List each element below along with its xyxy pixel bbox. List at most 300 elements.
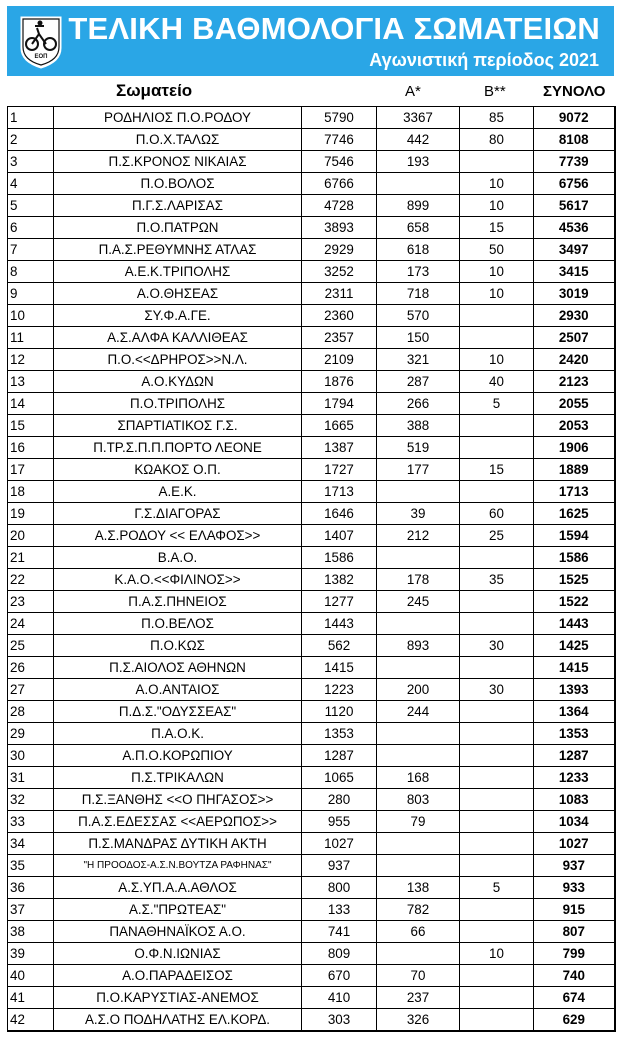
club-name-cell: ΚΩΑΚΟΣ Ο.Π. [54, 459, 302, 481]
base-points-cell: 1727 [302, 459, 377, 481]
total-points-cell: 2930 [534, 305, 615, 327]
a-points-cell: 79 [377, 811, 460, 833]
club-name-cell: Α.Σ.ΑΛΦΑ ΚΑΛΛΙΘΕΑΣ [54, 327, 302, 349]
total-points-cell: 1889 [534, 459, 615, 481]
table-row [8, 151, 615, 173]
total-points-cell: 7739 [534, 151, 615, 173]
club-name-cell: Π.Α.Σ.ΕΔΕΣΣΑΣ <<ΑΕΡΩΠΟΣ>> [54, 811, 302, 833]
a-points-cell [377, 855, 460, 877]
a-points-cell [377, 833, 460, 855]
base-points-cell: 1120 [302, 701, 377, 723]
table-row [8, 723, 615, 745]
title-banner [7, 6, 614, 76]
total-points-cell: 1027 [534, 833, 615, 855]
a-points-cell: 321 [377, 349, 460, 371]
a-points-cell: 200 [377, 679, 460, 701]
table-row [8, 701, 615, 723]
column-header-a: Α* [405, 83, 421, 100]
total-points-cell: 1083 [534, 789, 615, 811]
table-row [8, 591, 615, 613]
a-points-cell [377, 745, 460, 767]
total-points-cell: 1522 [534, 591, 615, 613]
table-row [8, 107, 615, 129]
table-row [8, 481, 615, 503]
base-points-cell: 1382 [302, 569, 377, 591]
b-points-cell [460, 151, 534, 173]
rank-cell: 13 [8, 371, 54, 393]
base-points-cell: 1415 [302, 657, 377, 679]
a-points-cell: 899 [377, 195, 460, 217]
club-name-cell: ΣΥ.Φ.Α.ΓΕ. [54, 305, 302, 327]
base-points-cell: 1407 [302, 525, 377, 547]
total-points-cell: 915 [534, 899, 615, 921]
b-points-cell [460, 767, 534, 789]
total-points-cell: 1287 [534, 745, 615, 767]
base-points-cell: 2109 [302, 349, 377, 371]
club-name-cell: Α.Σ.ΡΟΔΟΥ << ΕΛΑΦΟΣ>> [54, 525, 302, 547]
club-name-cell: Π.Σ.ΚΡΟΝΟΣ ΝΙΚΑΙΑΣ [54, 151, 302, 173]
rank-cell: 8 [8, 261, 54, 283]
rank-cell: 4 [8, 173, 54, 195]
rank-cell: 12 [8, 349, 54, 371]
base-points-cell: 1287 [302, 745, 377, 767]
table-row [8, 459, 615, 481]
total-points-cell: 1713 [534, 481, 615, 503]
total-points-cell: 2507 [534, 327, 615, 349]
club-name-cell: ΣΠΑΡΤΙΑΤΙΚΟΣ Γ.Σ. [54, 415, 302, 437]
a-points-cell: 658 [377, 217, 460, 239]
b-points-cell: 40 [460, 371, 534, 393]
table-row [8, 305, 615, 327]
table-row [8, 635, 615, 657]
rank-cell: 20 [8, 525, 54, 547]
rank-cell: 21 [8, 547, 54, 569]
club-name-cell: Π.Α.Ο.Κ. [54, 723, 302, 745]
b-points-cell: 25 [460, 525, 534, 547]
table-row [8, 833, 615, 855]
rank-cell: 38 [8, 921, 54, 943]
total-points-cell: 629 [534, 1009, 615, 1032]
b-points-cell [460, 723, 534, 745]
table-row [8, 987, 615, 1009]
club-name-cell: Π.ΤΡ.Σ.Π.Π.ΠΟΡΤΟ ΛΕΟΝΕ [54, 437, 302, 459]
total-points-cell: 8108 [534, 129, 615, 151]
base-points-cell: 1065 [302, 767, 377, 789]
total-points-cell: 1586 [534, 547, 615, 569]
a-points-cell [377, 613, 460, 635]
a-points-cell: 245 [377, 591, 460, 613]
table-row [8, 547, 615, 569]
rank-cell: 27 [8, 679, 54, 701]
rank-cell: 30 [8, 745, 54, 767]
table-row [8, 393, 615, 415]
rank-cell: 18 [8, 481, 54, 503]
b-points-cell: 5 [460, 393, 534, 415]
base-points-cell: 2357 [302, 327, 377, 349]
base-points-cell: 1387 [302, 437, 377, 459]
table-row [8, 943, 615, 965]
column-header-club: Σωματείο [116, 81, 193, 100]
club-name-cell: Π.Ο.<<ΔΡΗΡΟΣ>>Ν.Λ. [54, 349, 302, 371]
table-row [8, 217, 615, 239]
club-name-cell: Π.Σ.ΜΑΝΔΡΑΣ ΔΥΤΙΚΗ ΑΚΤΗ [54, 833, 302, 855]
a-points-cell: 244 [377, 701, 460, 723]
total-points-cell: 1415 [534, 657, 615, 679]
total-points-cell: 6756 [534, 173, 615, 195]
rank-cell: 23 [8, 591, 54, 613]
total-points-cell: 3497 [534, 239, 615, 261]
b-points-cell: 5 [460, 877, 534, 899]
b-points-cell: 10 [460, 261, 534, 283]
rank-cell: 14 [8, 393, 54, 415]
total-points-cell: 2123 [534, 371, 615, 393]
total-points-cell: 1233 [534, 767, 615, 789]
club-name-cell: Α.Ο.ΘΗΣΕΑΣ [54, 283, 302, 305]
base-points-cell: 7546 [302, 151, 377, 173]
a-points-cell: 138 [377, 877, 460, 899]
a-points-cell: 237 [377, 987, 460, 1009]
table-row [8, 745, 615, 767]
total-points-cell: 1625 [534, 503, 615, 525]
b-points-cell [460, 437, 534, 459]
total-points-cell: 1443 [534, 613, 615, 635]
rank-cell: 11 [8, 327, 54, 349]
b-points-cell [460, 987, 534, 1009]
a-points-cell: 177 [377, 459, 460, 481]
club-name-cell: Ο.Φ.Ν.ΙΩΝΙΑΣ [54, 943, 302, 965]
a-points-cell: 326 [377, 1009, 460, 1032]
b-points-cell [460, 811, 534, 833]
total-points-cell: 807 [534, 921, 615, 943]
club-name-cell: Π.Α.Σ.ΠΗΝΕΙΟΣ [54, 591, 302, 613]
base-points-cell: 809 [302, 943, 377, 965]
base-points-cell: 3252 [302, 261, 377, 283]
a-points-cell: 212 [377, 525, 460, 547]
base-points-cell: 2311 [302, 283, 377, 305]
a-points-cell [377, 657, 460, 679]
base-points-cell: 410 [302, 987, 377, 1009]
club-name-cell: ΠΑΝΑΘΗΝΑΪΚΟΣ Α.Ο. [54, 921, 302, 943]
a-points-cell: 39 [377, 503, 460, 525]
rank-cell: 35 [8, 855, 54, 877]
b-points-cell [460, 899, 534, 921]
page-title: ΤΕΛΙΚΗ ΒΑΘΜΟΛΟΓΙΑ ΣΩΜΑΤΕΙΩΝ [68, 11, 600, 46]
a-points-cell: 570 [377, 305, 460, 327]
club-name-cell: Α.Ο.ΚΥΔΩΝ [54, 371, 302, 393]
club-name-cell: Β.Α.Ο. [54, 547, 302, 569]
base-points-cell: 1876 [302, 371, 377, 393]
total-points-cell: 2055 [534, 393, 615, 415]
b-points-cell: 35 [460, 569, 534, 591]
a-points-cell: 287 [377, 371, 460, 393]
rank-cell: 40 [8, 965, 54, 987]
club-name-cell: Κ.Α.Ο.<<ΦΙΛΙΝΟΣ>> [54, 569, 302, 591]
rank-cell: 16 [8, 437, 54, 459]
b-points-cell: 30 [460, 635, 534, 657]
b-points-cell: 10 [460, 173, 534, 195]
total-points-cell: 1034 [534, 811, 615, 833]
a-points-cell: 618 [377, 239, 460, 261]
total-points-cell: 1364 [534, 701, 615, 723]
base-points-cell: 5790 [302, 107, 377, 129]
total-points-cell: 3415 [534, 261, 615, 283]
base-points-cell: 133 [302, 899, 377, 921]
table-row [8, 855, 615, 877]
standings-table [7, 106, 616, 1032]
a-points-cell: 173 [377, 261, 460, 283]
table-row [8, 129, 615, 151]
b-points-cell [460, 657, 534, 679]
b-points-cell [460, 965, 534, 987]
b-points-cell: 10 [460, 195, 534, 217]
club-name-cell: Π.Ο.ΤΡΙΠΟΛΗΣ [54, 393, 302, 415]
base-points-cell: 1794 [302, 393, 377, 415]
a-points-cell: 266 [377, 393, 460, 415]
rank-cell: 36 [8, 877, 54, 899]
b-points-cell: 10 [460, 283, 534, 305]
table-row [8, 899, 615, 921]
b-points-cell [460, 613, 534, 635]
logo-text: ΕΟΠ [34, 54, 48, 60]
rank-cell: 10 [8, 305, 54, 327]
rank-cell: 3 [8, 151, 54, 173]
b-points-cell: 80 [460, 129, 534, 151]
club-name-cell: Π.Σ.ΑΙΟΛΟΣ ΑΘΗΝΩΝ [54, 657, 302, 679]
table-row [8, 767, 615, 789]
total-points-cell: 1353 [534, 723, 615, 745]
total-points-cell: 1393 [534, 679, 615, 701]
base-points-cell: 800 [302, 877, 377, 899]
a-points-cell: 519 [377, 437, 460, 459]
table-row [8, 415, 615, 437]
rank-cell: 28 [8, 701, 54, 723]
rank-cell: 6 [8, 217, 54, 239]
table-row [8, 349, 615, 371]
table-row [8, 789, 615, 811]
base-points-cell: 7746 [302, 129, 377, 151]
club-name-cell: Α.Ο.ΠΑΡΑΔΕΙΣΟΣ [54, 965, 302, 987]
base-points-cell: 955 [302, 811, 377, 833]
rank-cell: 5 [8, 195, 54, 217]
club-name-cell: Π.Σ.ΞΑΝΘΗΣ <<Ο ΠΗΓΑΣΟΣ>> [54, 789, 302, 811]
rank-cell: 7 [8, 239, 54, 261]
b-points-cell [460, 547, 534, 569]
b-points-cell: 85 [460, 107, 534, 129]
b-points-cell: 15 [460, 459, 534, 481]
total-points-cell: 2420 [534, 349, 615, 371]
a-points-cell: 782 [377, 899, 460, 921]
rank-cell: 17 [8, 459, 54, 481]
rank-cell: 39 [8, 943, 54, 965]
total-points-cell: 674 [534, 987, 615, 1009]
b-points-cell [460, 833, 534, 855]
a-points-cell: 3367 [377, 107, 460, 129]
rank-cell: 33 [8, 811, 54, 833]
club-name-cell: "Η ΠΡΟΟΔΟΣ-Α.Σ.Ν.ΒΟΥΤΖΑ ΡΑΦΗΝΑΣ" [54, 855, 302, 877]
base-points-cell: 280 [302, 789, 377, 811]
base-points-cell: 1277 [302, 591, 377, 613]
a-points-cell [377, 547, 460, 569]
club-name-cell: Α.Ε.Κ. [54, 481, 302, 503]
rank-cell: 42 [8, 1009, 54, 1032]
base-points-cell: 1713 [302, 481, 377, 503]
table-row [8, 1009, 615, 1032]
rank-cell: 32 [8, 789, 54, 811]
total-points-cell: 1906 [534, 437, 615, 459]
club-name-cell: Α.Σ."ΠΡΩΤΕΑΣ" [54, 899, 302, 921]
table-row [8, 613, 615, 635]
base-points-cell: 4728 [302, 195, 377, 217]
table-row [8, 327, 615, 349]
table-row [8, 569, 615, 591]
rank-cell: 2 [8, 129, 54, 151]
table-row [8, 173, 615, 195]
table-row [8, 195, 615, 217]
a-points-cell: 893 [377, 635, 460, 657]
a-points-cell: 150 [377, 327, 460, 349]
b-points-cell: 15 [460, 217, 534, 239]
club-name-cell: Π.Δ.Σ."ΟΔΥΣΣΕΑΣ" [54, 701, 302, 723]
b-points-cell: 10 [460, 349, 534, 371]
table-row [8, 239, 615, 261]
club-name-cell: Π.Σ.ΤΡΙΚΑΛΩΝ [54, 767, 302, 789]
club-name-cell: Γ.Σ.ΔΙΑΓΟΡΑΣ [54, 503, 302, 525]
rank-cell: 19 [8, 503, 54, 525]
total-points-cell: 799 [534, 943, 615, 965]
table-row [8, 371, 615, 393]
table-row [8, 679, 615, 701]
base-points-cell: 1443 [302, 613, 377, 635]
b-points-cell [460, 701, 534, 723]
base-points-cell: 1665 [302, 415, 377, 437]
b-points-cell: 10 [460, 943, 534, 965]
base-points-cell: 2929 [302, 239, 377, 261]
a-points-cell: 66 [377, 921, 460, 943]
b-points-cell [460, 1009, 534, 1032]
a-points-cell: 388 [377, 415, 460, 437]
total-points-cell: 1594 [534, 525, 615, 547]
a-points-cell: 442 [377, 129, 460, 151]
b-points-cell [460, 745, 534, 767]
club-name-cell: Α.Π.Ο.ΚΟΡΩΠΙΟΥ [54, 745, 302, 767]
standings-table-body [8, 107, 615, 1032]
total-points-cell: 933 [534, 877, 615, 899]
table-row [8, 921, 615, 943]
a-points-cell [377, 173, 460, 195]
base-points-cell: 3893 [302, 217, 377, 239]
table-row [8, 437, 615, 459]
federation-logo [18, 14, 64, 70]
total-points-cell: 740 [534, 965, 615, 987]
base-points-cell: 937 [302, 855, 377, 877]
base-points-cell: 1353 [302, 723, 377, 745]
base-points-cell: 303 [302, 1009, 377, 1032]
rank-cell: 9 [8, 283, 54, 305]
total-points-cell: 2053 [534, 415, 615, 437]
total-points-cell: 3019 [534, 283, 615, 305]
table-row [8, 657, 615, 679]
b-points-cell [460, 921, 534, 943]
base-points-cell: 1646 [302, 503, 377, 525]
total-points-cell: 5617 [534, 195, 615, 217]
table-row [8, 965, 615, 987]
rank-cell: 1 [8, 107, 54, 129]
a-points-cell: 168 [377, 767, 460, 789]
club-name-cell: Π.Ο.ΒΟΛΟΣ [54, 173, 302, 195]
rank-cell: 25 [8, 635, 54, 657]
base-points-cell: 6766 [302, 173, 377, 195]
rank-cell: 26 [8, 657, 54, 679]
club-name-cell: Π.Γ.Σ.ΛΑΡΙΣΑΣ [54, 195, 302, 217]
table-row [8, 811, 615, 833]
club-name-cell: Α.Σ.Ο ΠΟΔΗΛΑΤΗΣ ΕΛ.ΚΟΡΔ. [54, 1009, 302, 1032]
column-header-total: ΣΥΝΟΛΟ [543, 83, 606, 100]
club-name-cell: Α.Σ.ΥΠ.Α.Α.ΑΘΛΟΣ [54, 877, 302, 899]
a-points-cell: 178 [377, 569, 460, 591]
total-points-cell: 1425 [534, 635, 615, 657]
base-points-cell: 2360 [302, 305, 377, 327]
rank-cell: 37 [8, 899, 54, 921]
rank-cell: 22 [8, 569, 54, 591]
b-points-cell [460, 855, 534, 877]
b-points-cell [460, 789, 534, 811]
rank-cell: 41 [8, 987, 54, 1009]
a-points-cell [377, 943, 460, 965]
club-name-cell: Π.Ο.ΠΑΤΡΩΝ [54, 217, 302, 239]
total-points-cell: 1525 [534, 569, 615, 591]
club-name-cell: Π.Α.Σ.ΡΕΘΥΜΝΗΣ ΑΤΛΑΣ [54, 239, 302, 261]
table-row [8, 283, 615, 305]
table-row [8, 261, 615, 283]
a-points-cell [377, 481, 460, 503]
rank-cell: 31 [8, 767, 54, 789]
base-points-cell: 670 [302, 965, 377, 987]
club-name-cell: Α.Ε.Κ.ΤΡΙΠΟΛΗΣ [54, 261, 302, 283]
base-points-cell: 741 [302, 921, 377, 943]
b-points-cell: 60 [460, 503, 534, 525]
b-points-cell [460, 415, 534, 437]
column-header-b: Β** [484, 83, 506, 100]
base-points-cell: 1223 [302, 679, 377, 701]
b-points-cell: 50 [460, 239, 534, 261]
base-points-cell: 1027 [302, 833, 377, 855]
table-row [8, 503, 615, 525]
club-name-cell: Π.Ο.ΚΩΣ [54, 635, 302, 657]
a-points-cell: 193 [377, 151, 460, 173]
b-points-cell: 30 [460, 679, 534, 701]
rank-cell: 15 [8, 415, 54, 437]
season-subtitle: Αγωνιστική περίοδος 2021 [369, 50, 599, 70]
a-points-cell: 718 [377, 283, 460, 305]
base-points-cell: 562 [302, 635, 377, 657]
b-points-cell [460, 481, 534, 503]
b-points-cell [460, 591, 534, 613]
table-row [8, 525, 615, 547]
b-points-cell [460, 327, 534, 349]
b-points-cell [460, 305, 534, 327]
club-name-cell: Π.Ο.Χ.ΤΑΛΩΣ [54, 129, 302, 151]
club-name-cell: Α.Ο.ΑΝΤΑΙΟΣ [54, 679, 302, 701]
total-points-cell: 4536 [534, 217, 615, 239]
club-name-cell: Π.Ο.ΚΑΡΥΣΤΙΑΣ-ΑΝΕΜΟΣ [54, 987, 302, 1009]
a-points-cell: 70 [377, 965, 460, 987]
total-points-cell: 9072 [534, 107, 615, 129]
base-points-cell: 1586 [302, 547, 377, 569]
rank-cell: 29 [8, 723, 54, 745]
rank-cell: 34 [8, 833, 54, 855]
total-points-cell: 937 [534, 855, 615, 877]
a-points-cell: 803 [377, 789, 460, 811]
